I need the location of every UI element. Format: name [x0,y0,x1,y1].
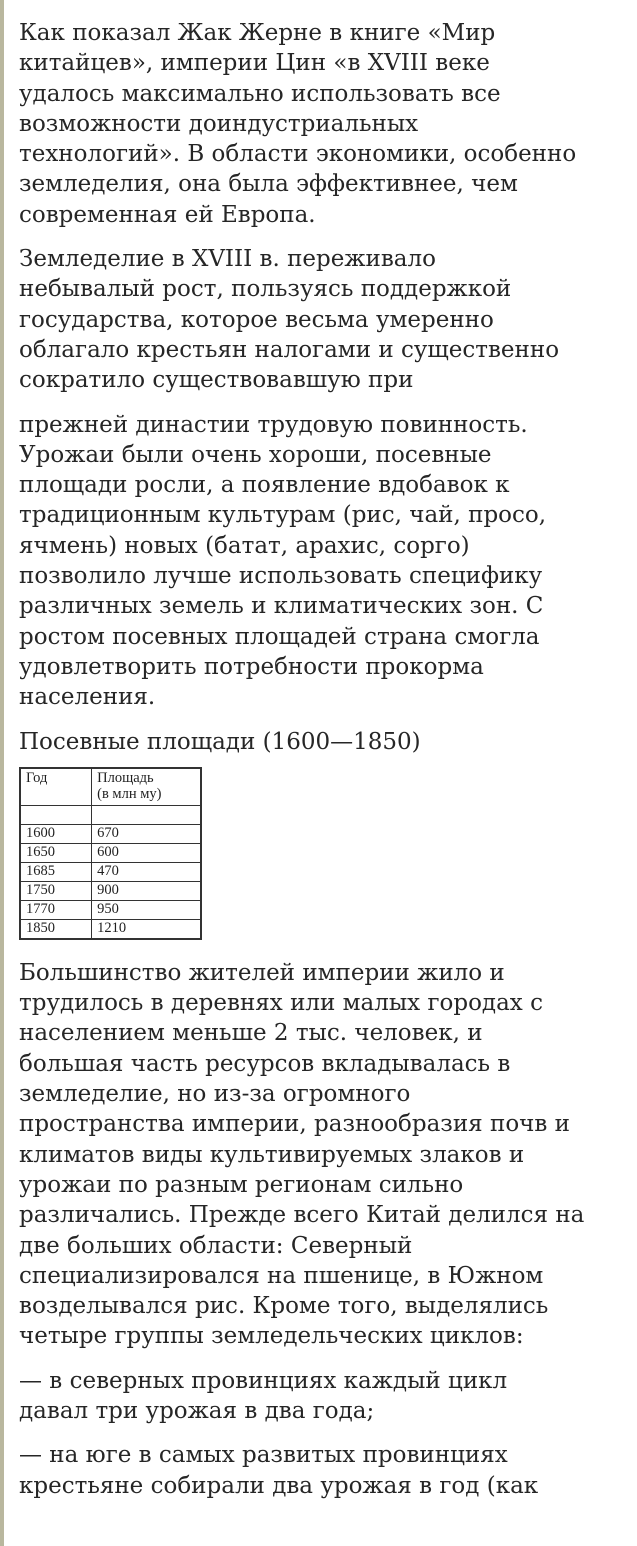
text-line: земледелия, она была эффективнее, чем [19,171,518,198]
table-row [20,900,201,919]
text-line: Большинство жителей империи жило и [19,959,505,986]
table-header-row [20,768,201,806]
text-line: различных земель и климатических зон. С [19,593,544,620]
text-line: климатов виды культивируемых злаков и [19,1141,525,1168]
text-line: государства, которое весьма умеренно [19,306,494,333]
text-line: Земледелие в XVIII в. переживало [19,246,436,273]
table-cell-area: 950 [92,900,201,919]
text-line: две больших области: Северный [19,1232,413,1259]
text-line: удовлетворить потребности прокорма [19,653,484,680]
text-line: традиционным культурам (рис, чай, просо, [19,502,547,529]
table-cell-year: 1770 [20,900,92,919]
table-cell-year: 1685 [20,862,92,881]
table-cell-year: 1600 [20,824,92,843]
text-line: китайцев», империи Цин «в XVIII веке [19,50,490,77]
table-row [20,843,201,862]
table-row [20,805,201,824]
text-line: технологий». В области экономики, особенно [19,141,577,168]
paragraph-crops [19,410,635,713]
text-line: населением меньше 2 тыс. человек, и [19,1020,483,1047]
table-cell-year [20,805,92,824]
text-line: крестьяне собирали два урожая в год (как [19,1472,539,1499]
sown-area-table [19,767,202,940]
table-cell-area [92,805,201,824]
text-line: урожаи по разным регионам сильно [19,1171,464,1198]
text-line: позволило лучше использовать специфику [19,563,543,590]
paragraph-southern-cycle [19,1440,635,1500]
text-line: специализировался на пшенице, в Южном [19,1262,544,1289]
table-cell-year: 1750 [20,881,92,900]
document-content [19,18,635,1515]
text-line: облагало крестьян налогами и существенно [19,336,560,363]
text-line: ростом посевных площадей страна смогла [19,623,540,650]
text-line: земледелие, но из-за огромного [19,1081,411,1108]
table-cell-area: 670 [92,824,201,843]
paragraph-intro [19,18,635,230]
text-line: населения. [19,684,156,711]
text-line: прежней династии трудовую повинность. [19,411,528,438]
table-row [20,919,201,939]
table-row [20,824,201,843]
table-row [20,862,201,881]
text-line: современная ей Европа. [19,201,316,228]
paragraph-regions [19,958,635,1352]
paragraph-agriculture-growth [19,244,635,395]
text-line: возделывался рис. Кроме того, выделялись [19,1293,549,1320]
table-cell-year: 1850 [20,919,92,939]
text-line: ячмень) новых (батат, арахис, сорго) [19,532,470,559]
table-row [20,881,201,900]
text-line: давал три урожая в два года; [19,1397,375,1424]
text-line: четыре группы земледельческих циклов: [19,1323,524,1350]
text-line: небывалый рост, пользуясь поддержкой [19,276,512,303]
table-cell-area: 470 [92,862,201,881]
text-line: — в северных провинциях каждый цикл [19,1367,508,1394]
table-cell-area: 900 [92,881,201,900]
paragraph-northern-cycle [19,1366,635,1427]
text-line: трудилось в деревнях или малых городах с [19,990,543,1017]
table-cell-area: 1210 [92,919,201,939]
text-line: большая часть ресурсов вкладывалась в [19,1050,511,1077]
table-cell-year: 1650 [20,843,92,862]
table-title: Посевные площади (1600—1850) [19,728,421,755]
table-cell-area: 600 [92,843,201,862]
table-header-year: Год [20,768,92,806]
text-line: пространства империи, разнообразия почв и [19,1111,570,1138]
text-line: Как показал Жак Жерне в книге «Мир [19,20,496,46]
text-line: сократило существовавшую при [19,367,414,394]
table-header-area [92,768,201,806]
text-line: возможности доиндустриальных [19,110,419,137]
text-line: — на юге в самых развитых провинциях [19,1442,508,1469]
text-line: различались. Прежде всего Китай делился на [19,1202,585,1229]
table-header-area-text: Площадь (в млн му) [97,769,162,802]
text-line: площади росли, а появление вдобавок к [19,472,510,499]
text-line: Урожаи были очень хороши, посевные [19,441,492,468]
text-line: удалось максимально использовать все [19,80,501,107]
